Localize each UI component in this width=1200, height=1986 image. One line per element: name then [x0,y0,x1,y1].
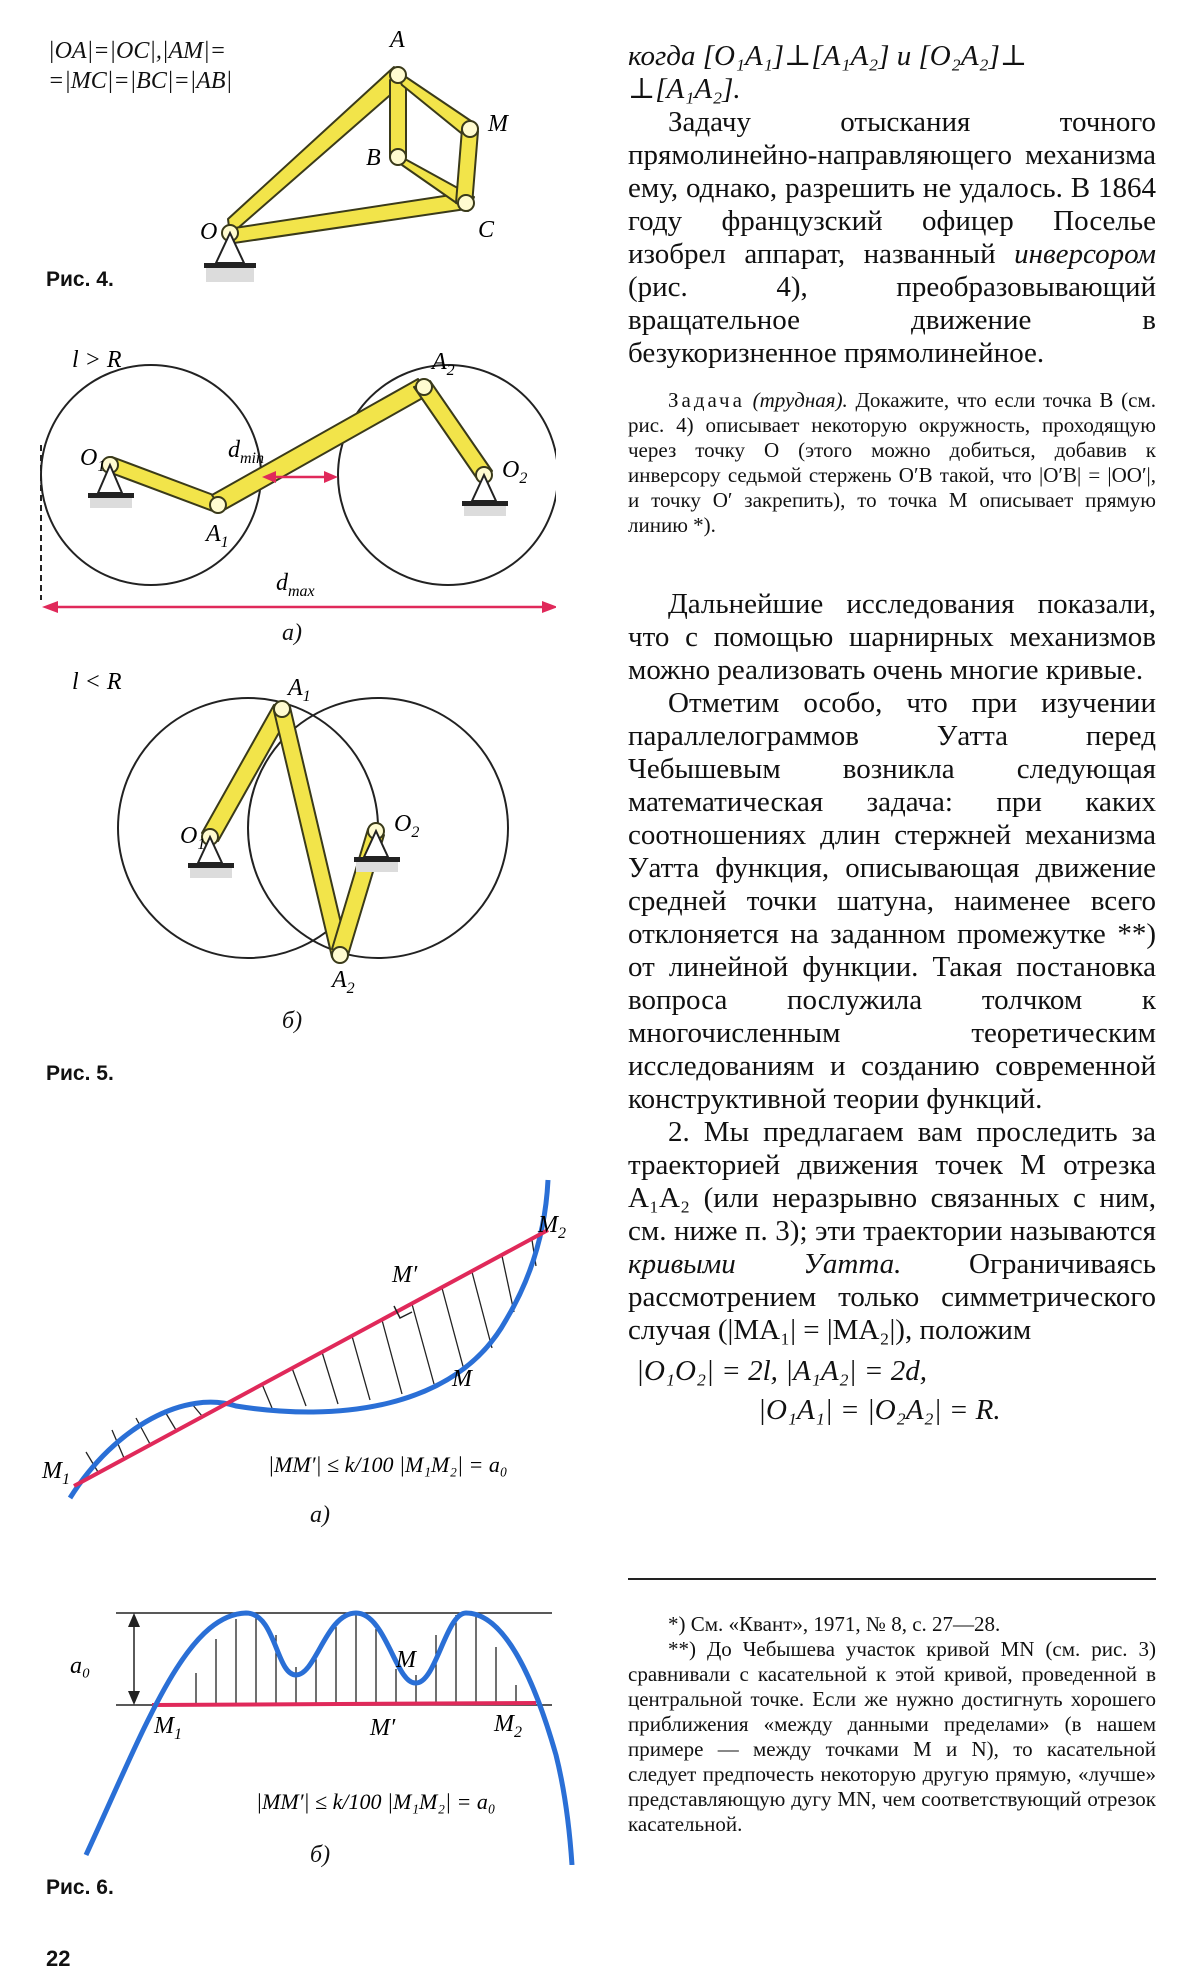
fig4-formula-line2: =|MC|=|BC|=|AB| [48,68,233,94]
footnote-2: **) До Чебышева участок кривой MN (см. рис. 3) сравнивали с касательной к этой кривой, проведенной в центральной точке. Если же нужно достигнуть хорошего приближения «между данными пределами» (в нашем примере — между точками M и N), то касательной следует предпочесть некоторую другую прямую, «лучше» представляющую дугу MN, чем соответствующий отрезок касательной. [628,1637,1156,1836]
fig5b-label-A2: $A_2$ [332,967,355,997]
fig4-label-B: B [366,145,381,171]
fig4-inversor-diagram [190,25,530,290]
fig6b-formula: |MM′| ≤ k/100 |M₁M₂| = a₀ [256,1789,496,1814]
fig6b-label-M2: $M_2$ [494,1711,522,1741]
fig6a-letter: а) [310,1502,330,1528]
fig5a-label-O2: $O_2$ [502,457,528,487]
equation-1: |O₁O₂| = 2l, |A₁A₂| = 2d, [636,1355,927,1387]
fig6b-chord [152,1703,536,1705]
fig4-joint-B [390,149,406,165]
fig6b-label-M1: $M_1$ [154,1713,182,1743]
fig6b-letter: б) [310,1842,331,1868]
para-2: Дальнейшие исследования показали, что с помощью шарнирных механизмов можно реализовать очень многие кривые. [628,588,1156,686]
fig5a-label-A1: $A_1$ [206,521,229,551]
footnote-1: *) См. «Квант», 1971, № 8, с. 27—28. [668,1612,1001,1636]
fig6a-label-M: M [452,1366,472,1392]
fig4-joint-C [458,195,474,211]
task-block [628,388,1156,538]
fig4-joint-A [390,67,406,83]
right-column-main [628,588,1156,1427]
fig4-joint-M [462,121,478,137]
fig4-caption: Рис. 4. [46,268,114,291]
fig6a-label-M1: $M_1$ [42,1458,70,1488]
fig4-label-M: M [488,111,508,137]
fig5-caption: Рис. 5. [46,1062,114,1085]
fig5a-label-O1: $O_1$ [80,445,106,475]
watt-curves-term: кривыми Уатта. [628,1248,902,1280]
para-0-line2: ⊥[A₁A₂]. [628,73,741,105]
fig5a-joint-A1 [210,497,226,513]
fig5b-label-O1: $O_1$ [180,823,206,853]
para-0-line1: когда [O₁A₁]⊥[A₁A₂] и [O₂A₂]⊥ [628,40,1028,72]
para-3: Отметим особо, что при изучении параллелограммов Уатта перед Чебышевым возникла следующая математическая задача: при каких соотношениях длин стержней механизма Уатта функция, описывающая движение средней точки шатуна, наименее всего отклоняется на заданном промежутке **) от линейной функции. Такая постановка вопроса послужила толчком к многочисленным теоретическим исследованиям и созданию современной конструктивной теории функций. [628,687,1156,1115]
task-word: Задача [668,388,745,412]
fig5a-rod-A1A2 [212,379,428,511]
para-4: 2. Мы предлагаем вам проследить за траекторией движения точек M отрезка A₁A₂ (или неразрывно связанных с ним, см. ниже п. 3); эти траектории называются кривыми Уатта. Ограничиваясь рассмотрением только симметрического случая (|MA₁| = |MA₂|), положим [628,1116,1156,1346]
right-column [628,40,1156,370]
inversor-term: инверсором [1014,238,1156,270]
footnote-rule [628,1578,1156,1580]
fig4-label-A: A [390,27,405,53]
fig5b-joint-A1 [274,701,290,717]
fig5a-joint-A2 [416,379,432,395]
equation-2: |O₁A₁| = |O₂A₂| = R. [758,1394,1001,1426]
page-number: 22 [46,1946,71,1971]
fig4-rod-AB [390,80,406,157]
fig6b-label-M: M [396,1647,416,1673]
fig6a-label-M2: $M_2$ [538,1212,566,1242]
fig4-rod-MC [456,129,478,205]
fig5b-label-A1: $A_1$ [288,675,311,705]
fig5b-letter: б) [282,1008,303,1034]
fig5b-diagram [36,665,556,1015]
fig5b-joint-A2 [332,947,348,963]
para-1: Задачу отыскания точного прямолинейно-направляющего механизма ему, однако, разрешить не удалось. В 1864 году французский офицер Поселье изобрел аппарат, названный инверсором (рис. 4), преобразовывающий вращательное движение в безукоризненное прямолинейное. [628,106,1156,369]
fig6b-diagram [36,1575,596,1865]
fig5a-dmin-label: $d_{min}$ [228,437,264,467]
fig6a-label-Mprime: M′ [392,1262,418,1288]
fig5a-letter: а) [282,620,302,646]
fig4-formula-line1: |OA|=|OC|,|AM|= [48,38,226,64]
fig5a-label-A2: $A_2$ [432,349,455,379]
fig5b-condition: l < R [72,669,122,695]
fig4-label-O: O [200,219,218,245]
fig6b-curve [86,1613,572,1865]
fig6b-label-Mprime: M′ [370,1715,396,1741]
fig5a-condition: l > R [72,347,122,373]
fig6b-label-a0: a₀ [70,1653,91,1679]
fig6a-formula: |MM′| ≤ k/100 |M₁M₂| = a₀ [268,1452,508,1477]
fig4-label-C: C [478,217,495,243]
fig5b-label-O2: $O_2$ [394,811,420,841]
task-hard: (трудная). [752,388,848,412]
task-text: Задача (трудная). Докажите, что если точка B (см. рис. 4) описывает некоторую окружность, проходящую через точку O (этого можно добиться, добавив к инверсору седьмой стержень O′B такой, что |O′B| = |OO′|, и точку O′ закрепить), то точка M описывает прямую линию *). [628,388,1157,537]
fig5a-dmax-label: $d_{max}$ [276,570,315,600]
fig6b-hatching [196,1615,516,1705]
fig6-caption: Рис. 6. [46,1876,114,1899]
fig6a-diagram [36,1160,576,1500]
fig5a-diagram [36,345,556,645]
footnotes [628,1612,1156,1837]
